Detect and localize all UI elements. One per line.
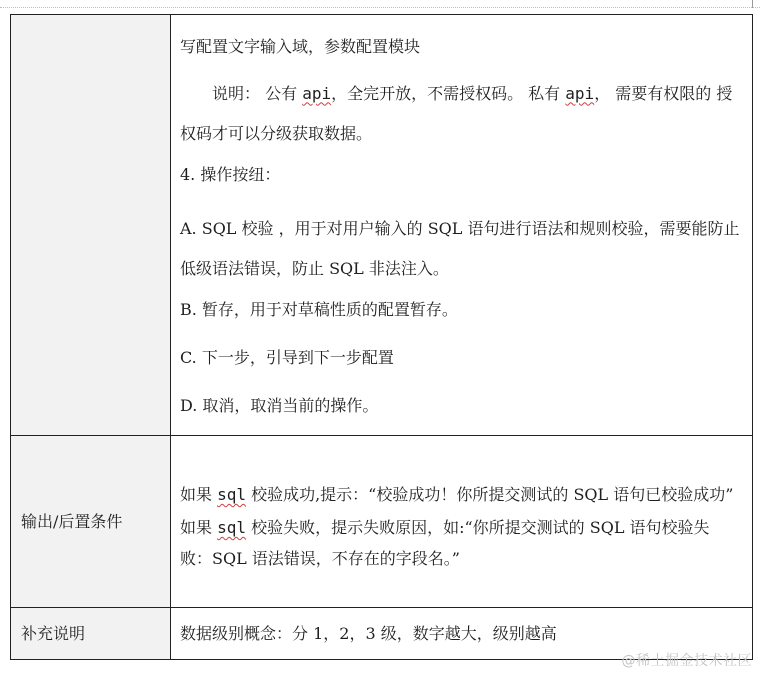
paragraph: C. 下一步，引导到下一步配置 xyxy=(180,347,394,367)
row-label-cell xyxy=(11,15,171,436)
table-row xyxy=(11,436,753,608)
paragraph xyxy=(180,74,740,154)
row-label: 补充说明 xyxy=(21,623,86,643)
paragraph xyxy=(180,469,740,510)
row-content-cell xyxy=(171,15,753,436)
table-row xyxy=(11,15,753,436)
paragraph: 写配置文字输入域，参数配置模块 xyxy=(180,36,421,56)
row-label: 输出/后置条件 xyxy=(21,511,123,531)
text-run: 校验失败，提示失败原因，如:“你所提交测试的 SQL 语句校验失败：SQL 语法错误，不存在的字段名。” xyxy=(180,518,710,568)
paragraph: A. SQL 校验 ，用于对用户输入的 SQL 语句进行语法和规则校验，需要能防止低级语法错误，防止 SQL 非法注入。 xyxy=(180,218,740,278)
row-label-cell xyxy=(11,608,171,660)
watermark: @稀土掘金技术社区 xyxy=(621,653,752,669)
spellcheck-word: sql xyxy=(217,518,246,537)
paragraph: D. 取消，取消当前的操作。 xyxy=(180,395,379,415)
page-corner-mark xyxy=(752,0,753,8)
text-run: ，全完开放，不需授权码。 私有 xyxy=(331,83,566,103)
text-run: 说明： 公有 xyxy=(212,83,303,103)
spec-table xyxy=(10,14,753,660)
paragraph: B. 暂存，用于对草稿性质的配置暂存。 xyxy=(180,299,458,319)
spellcheck-word: sql xyxy=(217,485,246,504)
paragraph: 4. 操作按纽： xyxy=(180,164,281,184)
spellcheck-word: api xyxy=(565,83,595,103)
row-content-cell xyxy=(171,436,753,608)
text-run: 校验成功,提示：“校验成功！你所提交测试的 SQL 语句已校验成功” xyxy=(246,485,734,504)
spellcheck-word: api xyxy=(302,83,332,103)
page-margin-line xyxy=(0,0,760,8)
text-run: 如果 xyxy=(180,518,218,537)
paragraph xyxy=(180,512,740,574)
row-label-cell xyxy=(11,436,171,608)
text-run: 如果 xyxy=(180,485,218,504)
paragraph: 数据级别概念：分 1，2，3 级，数字越大，级别越高 xyxy=(180,623,557,643)
text-run: ， 需要有权限的 授权码才可以分级获取数据。 xyxy=(180,83,733,143)
